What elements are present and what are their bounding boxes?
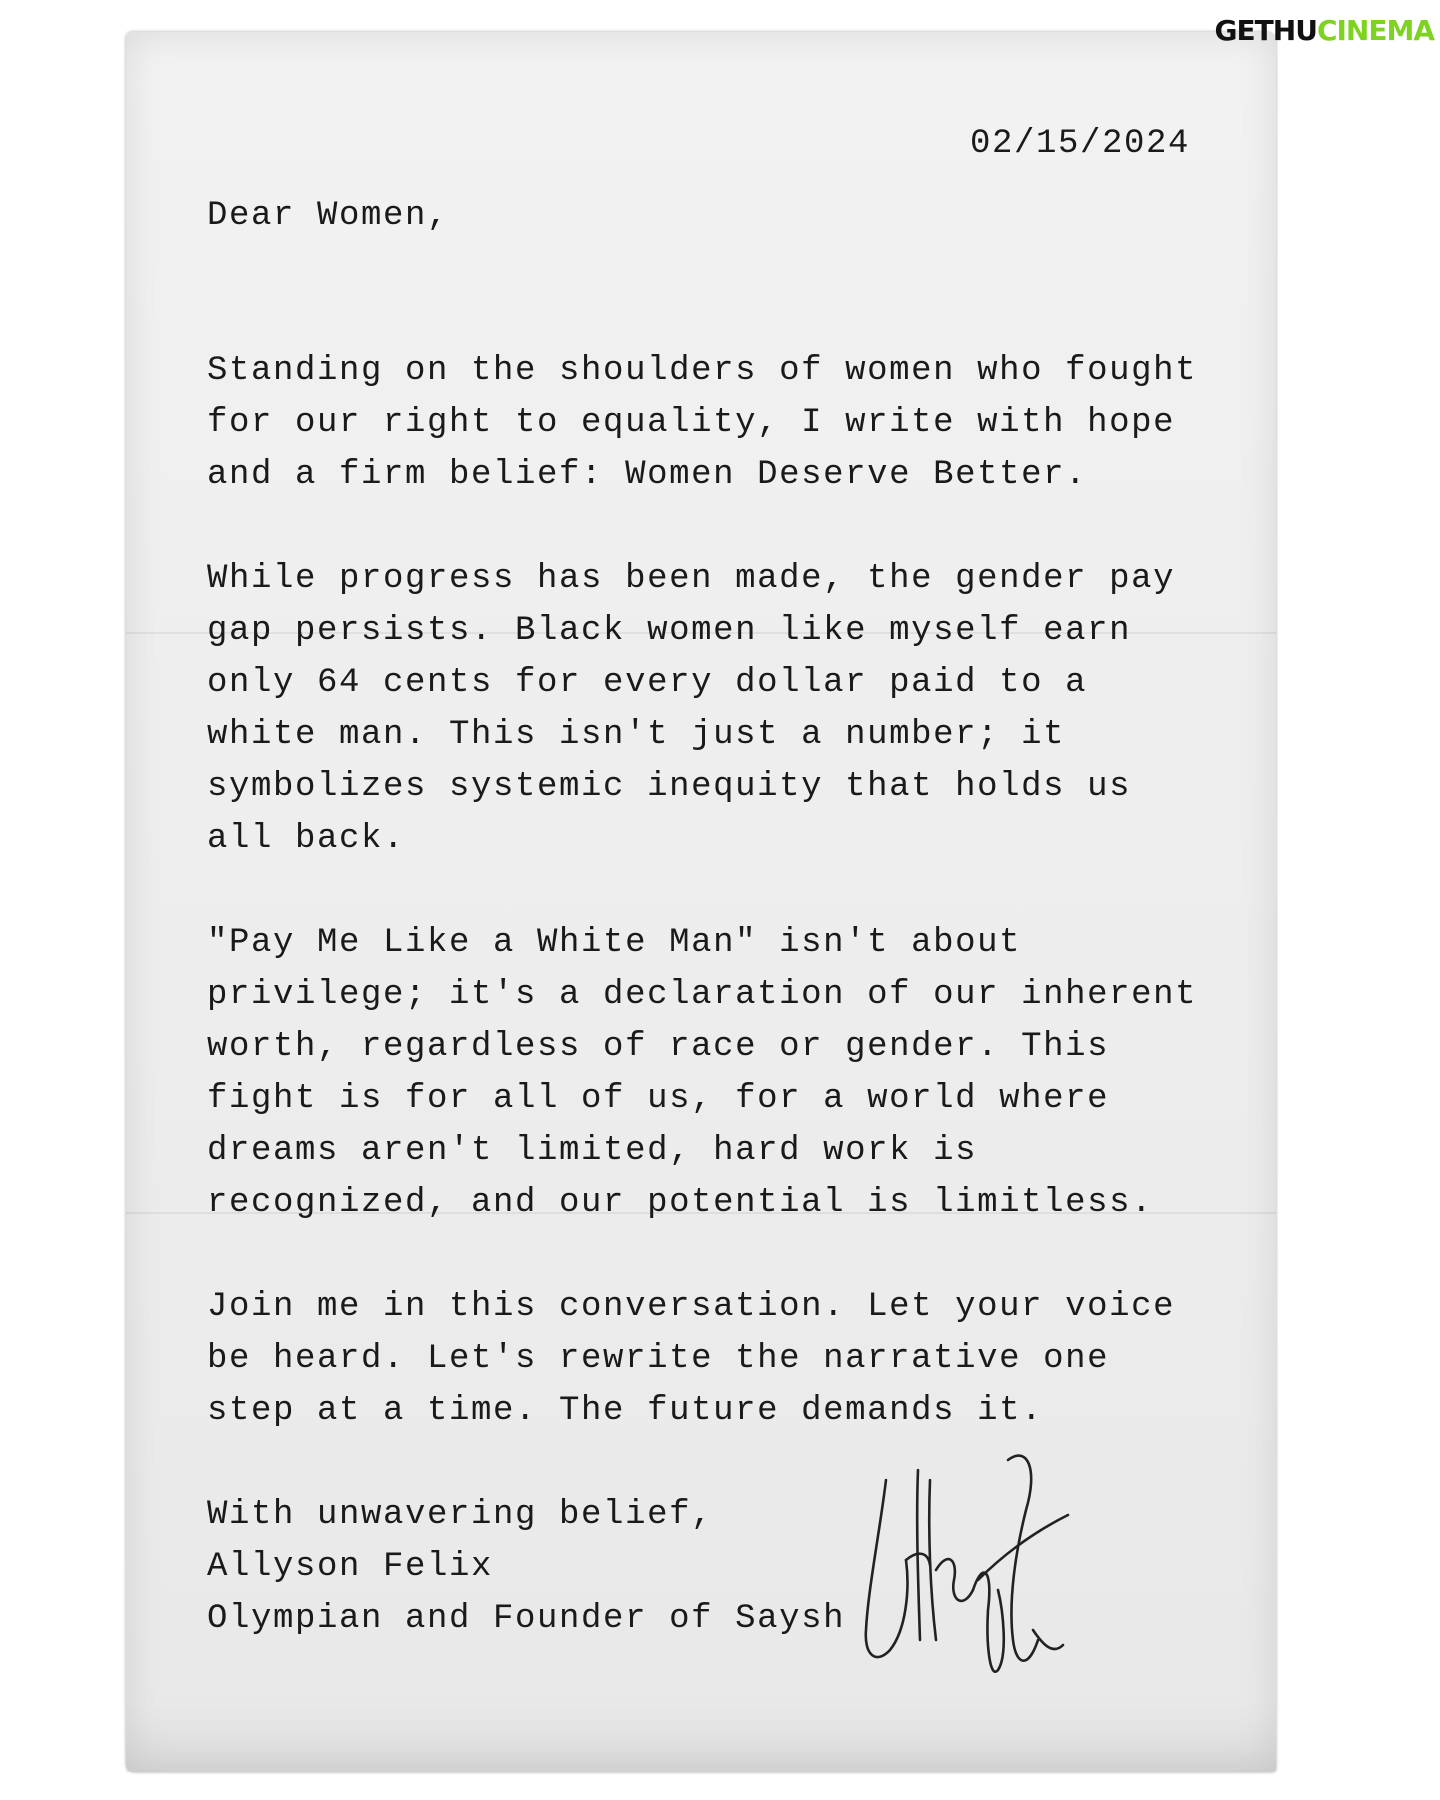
paragraph-line: "Pay Me Like a White Man" isn't about xyxy=(207,924,1022,962)
paragraph-line: gap persists. Black women like myself earn xyxy=(207,612,1132,650)
paragraph-line: While progress has been made, the gender pay xyxy=(207,560,1176,598)
paragraph-line: worth, regardless of race or gender. This xyxy=(207,1028,1110,1066)
paragraph-line: Standing on the shoulders of women who fought xyxy=(207,352,1198,390)
closing-line: With unwavering belief, xyxy=(207,1496,714,1534)
paragraph-line: only 64 cents for every dollar paid to a xyxy=(207,664,1088,702)
paragraph-line: white man. This isn't just a number; it xyxy=(207,716,1066,754)
paragraph-3 xyxy=(207,865,1197,1281)
logo-part-cinema: CINEMA xyxy=(1316,13,1434,47)
paragraph-line: privilege; it's a declaration of our inherent xyxy=(207,976,1198,1014)
paragraph-line: dreams aren't limited, hard work is xyxy=(207,1132,978,1170)
paragraph-line: for our right to equality, I write with hope xyxy=(207,404,1176,442)
author-name: Allyson Felix xyxy=(207,1548,494,1586)
paragraph-line: all back. xyxy=(207,820,406,858)
paragraph-line: step at a time. The future demands it. xyxy=(207,1392,1044,1430)
watermark-logo xyxy=(1215,8,1434,52)
salutation: Dear Women, xyxy=(207,197,450,235)
paragraph-2 xyxy=(207,501,1175,917)
letter-date: 02/15/2024 xyxy=(969,125,1190,163)
signature-icon xyxy=(858,1440,1088,1690)
paragraph-line: and a firm belief: Women Deserve Better. xyxy=(207,456,1088,494)
paragraph-line: fight is for all of us, for a world where xyxy=(207,1080,1110,1118)
paragraph-line: symbolizes systemic inequity that holds us xyxy=(207,768,1132,806)
paragraph-line: Join me in this conversation. Let your voice xyxy=(207,1288,1176,1326)
paragraph-line: recognized, and our potential is limitless. xyxy=(207,1184,1154,1222)
sign-off xyxy=(207,1437,845,1697)
paragraph-line: be heard. Let's rewrite the narrative one xyxy=(207,1340,1110,1378)
logo-part-gethu: GETHU xyxy=(1214,13,1317,47)
author-title: Olympian and Founder of Saysh xyxy=(207,1600,846,1638)
